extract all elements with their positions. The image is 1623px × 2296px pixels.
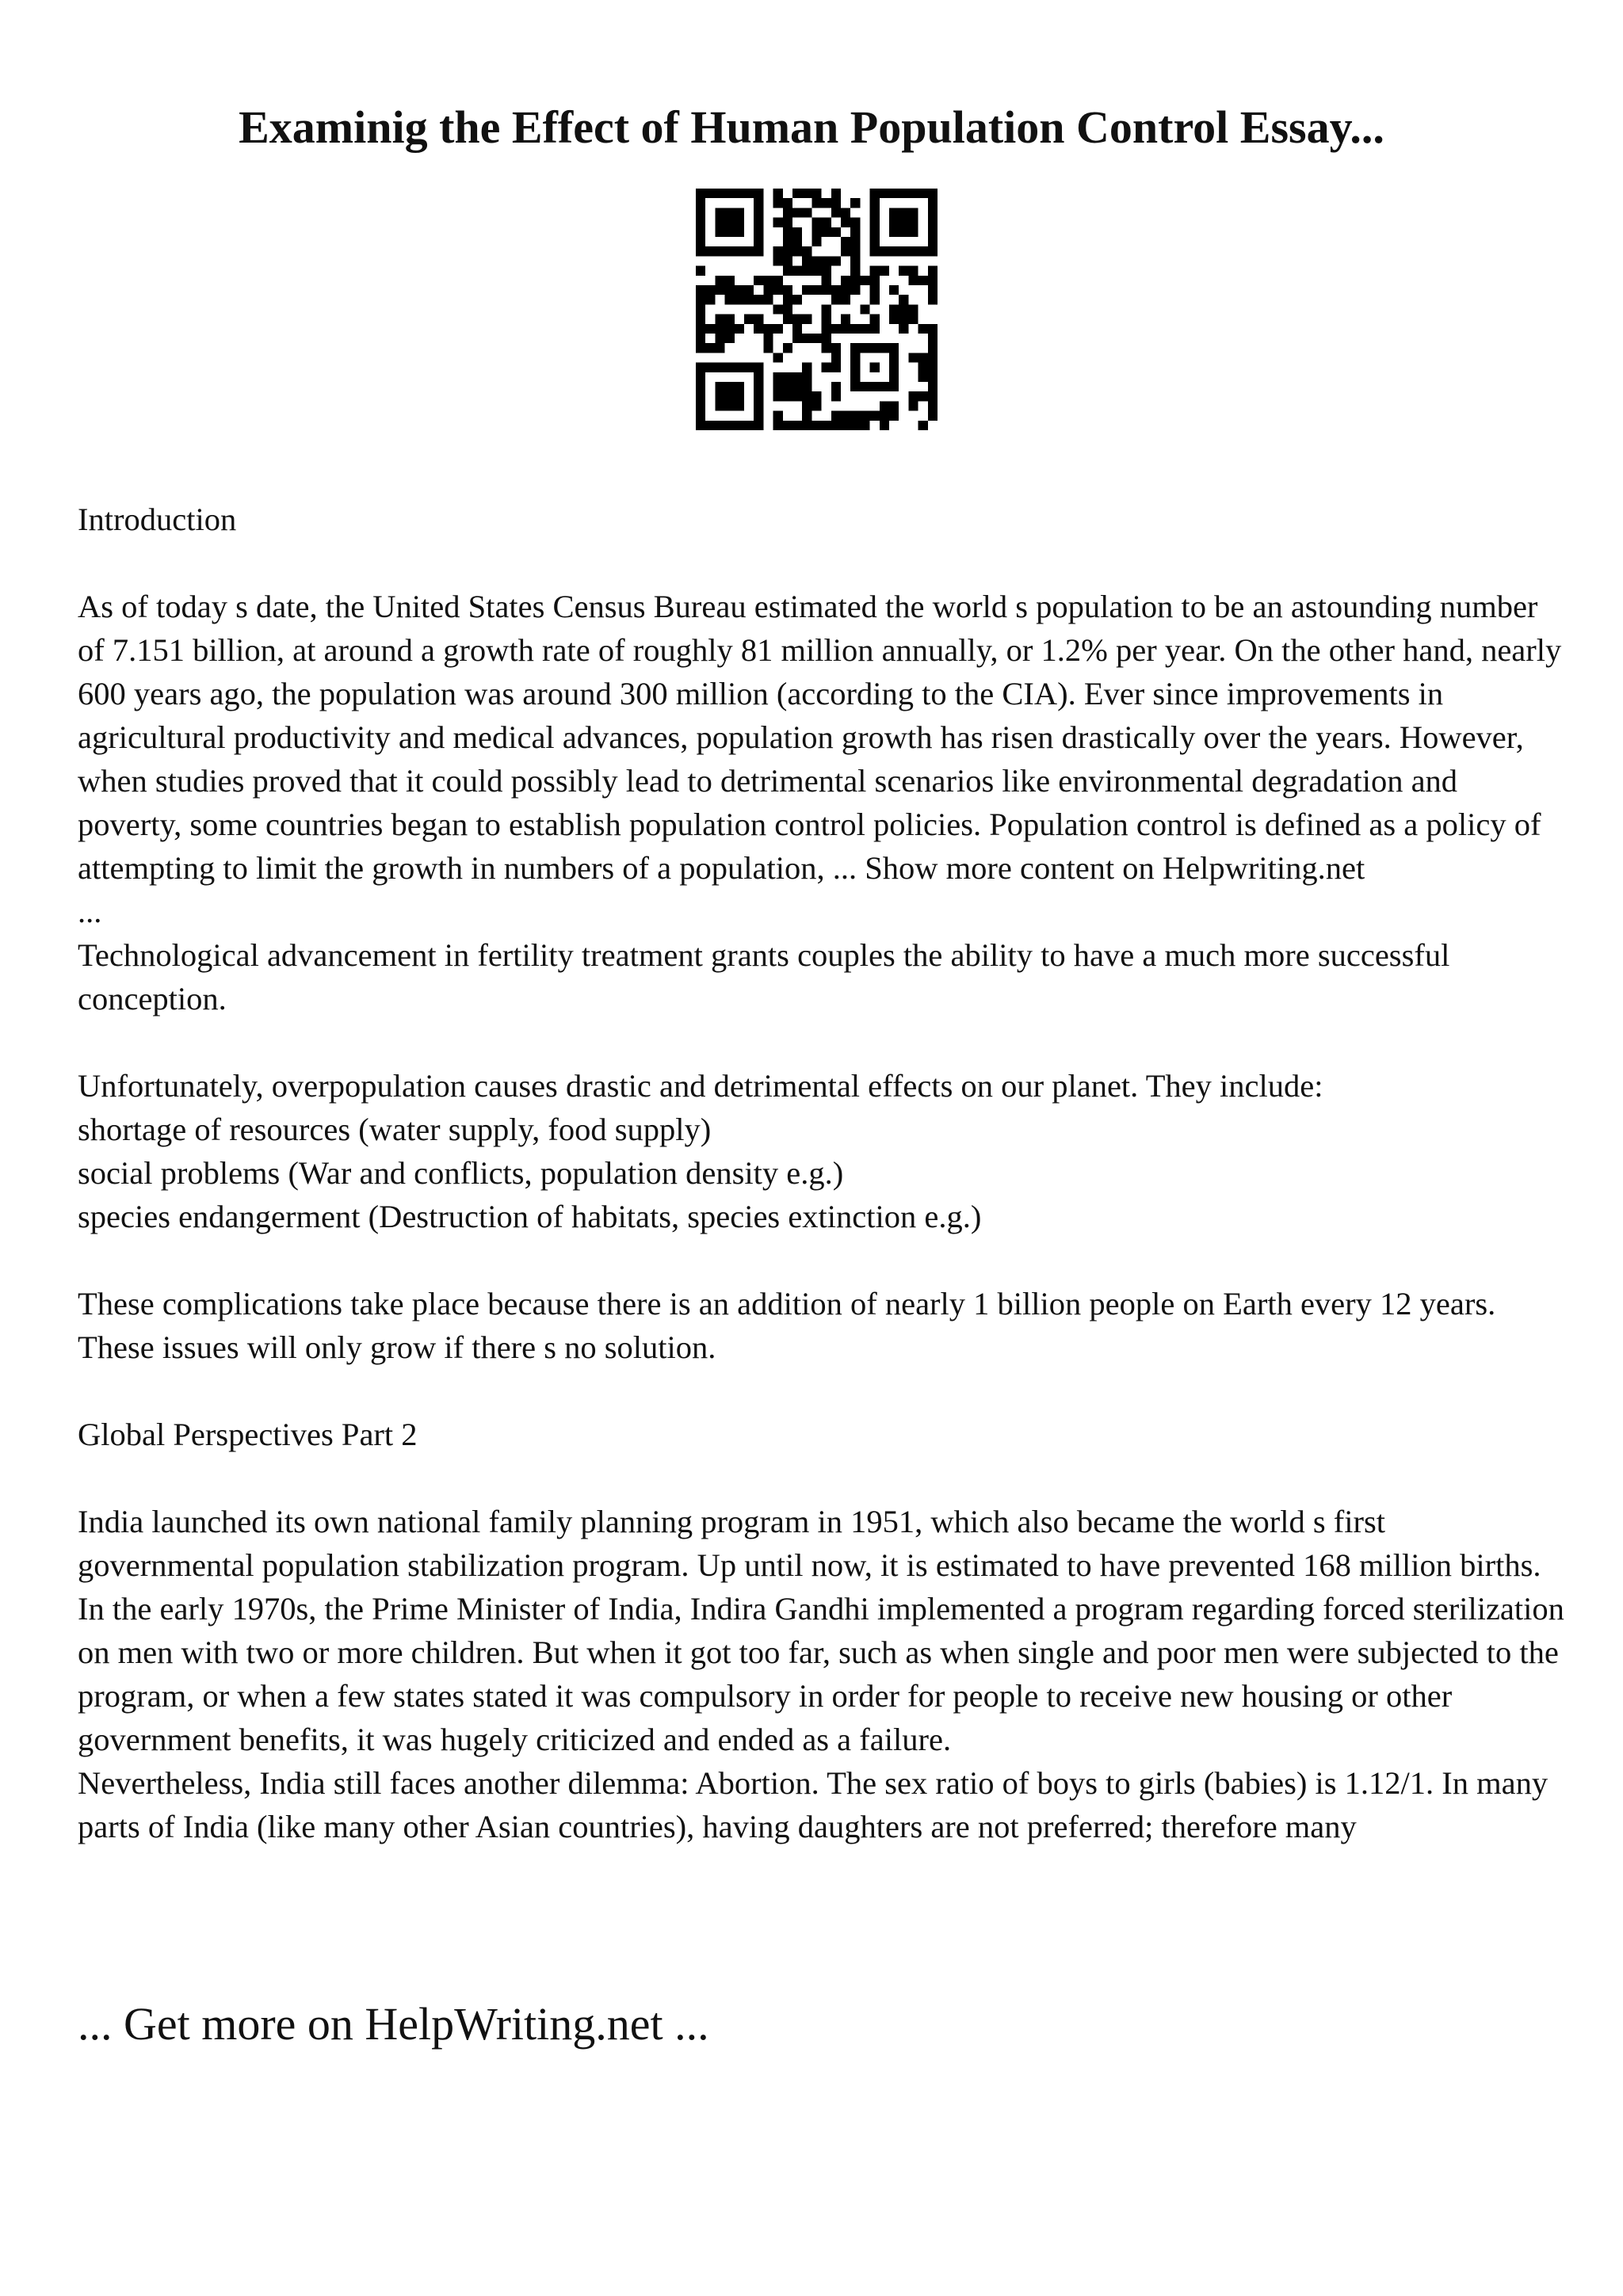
- effects-list-item: social problems (War and conflicts, population density e.g.): [78, 1155, 844, 1191]
- effects-list-item: shortage of resources (water supply, food supply): [78, 1112, 712, 1147]
- spacer: [78, 541, 1568, 585]
- india-paragraph: India launched its own national family planning program in 1951, which also became the world s first governmental population stabilization program. Up until now, it is estimated to have prevented 168 million births. In the early 1970s, the Prime Minister of India, Indira Gandhi implemented a program regarding forced sterilization on men with two or more children. But when it got too far, such as when single and poor men were subjected to the program, or when a few states stated it was compulsory in order for people to receive new housing or other government benefits, it was hugely criticized and ended as a failure.: [78, 1504, 1564, 1757]
- document-title: Examinig the Effect of Human Population Control Essay...: [239, 101, 1384, 153]
- ellipsis-text: ...: [78, 894, 102, 929]
- spacer: [78, 1020, 1568, 1064]
- spacer: [78, 1238, 1568, 1282]
- technology-paragraph: Technological advancement in fertility treatment grants couples the ability to have a much more successful conception.: [78, 937, 1450, 1016]
- effects-intro: Unfortunately, overpopulation causes drastic and detrimental effects on our planet. They include:: [78, 1068, 1323, 1104]
- section-heading-introduction: Introduction: [78, 502, 237, 537]
- intro-paragraph: As of today s date, the United States Census Bureau estimated the world s population to be an astounding number of 7.151 billion, at around a growth rate of roughly 81 million annually, or 1.2% per year. On the other hand, nearly 600 years ago, the population was around 300 million (according to the CIA). Ever since improvements in agricultural productivity and medical advances, population growth has risen drastically over the years. However, when studies proved that it could possibly lead to detrimental scenarios like environmental degradation and poverty, some countries began to establish population control policies. Population control is defined as a policy of attempting to limit the growth in numbers of a population, ... Show more content on Helpwriting.net: [78, 589, 1562, 886]
- complications-paragraph: These complications take place because there is an addition of nearly 1 billion people on Earth every 12 years. These issues will only grow if there s no solution.: [78, 1286, 1496, 1365]
- effects-list-item: species endangerment (Destruction of habitats, species extinction e.g.): [78, 1199, 982, 1234]
- get-more-link[interactable]: ... Get more on HelpWriting.net ...: [78, 1998, 709, 2050]
- qr-code-icon: [696, 189, 938, 430]
- spacer: [78, 1456, 1568, 1500]
- abortion-paragraph: Nevertheless, India still faces another dilemma: Abortion. The sex ratio of boys to girls (babies) is 1.12/1. In many parts of India (like many other Asian countries), having daughters are not preferred; therefore many: [78, 1765, 1549, 1844]
- spacer: [78, 1369, 1568, 1413]
- essay-body: [78, 498, 1568, 1848]
- section-heading-global-perspectives: Global Perspectives Part 2: [78, 1417, 418, 1452]
